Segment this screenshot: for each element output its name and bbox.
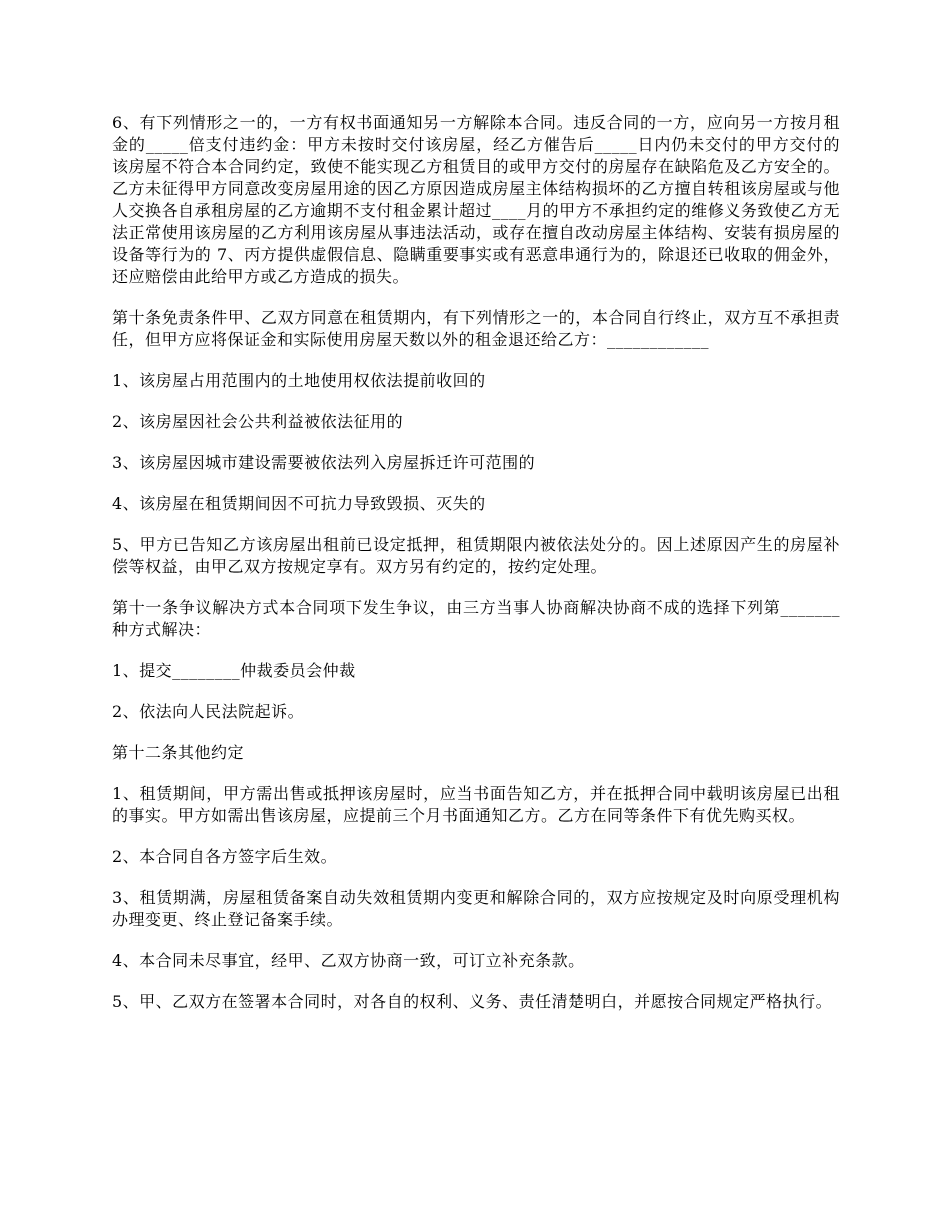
article-10-item-3: 3、该房屋因城市建设需要被依法列入房屋拆迁许可范围的 [112,453,536,472]
article-11-dispute: 第十一条争议解决方式本合同项下发生争议，由三方当事人协商解决协商不成的选择下列第_______种方式解决： [112,598,840,639]
article-10-item-4: 4、该房屋在租赁期间因不可抗力导致毁损、灭失的 [112,494,486,513]
clause-6-termination: 6、有下列情形之一的，一方有权书面通知另一方解除本合同。违反合同的一方，应向另一方按月租金的_____倍支付违约金：甲方未按时交付该房屋，经乙方催告后_____日内仍未交付的甲方交付的该房屋不符合本合同约定，致使不能实现乙方租赁目的或甲方交付的房屋存在缺陷危及乙方安全的。乙方未征得甲方同意改变房屋用途的因乙方原因造成房屋主体结构损坏的乙方擅自转租该房屋或与他人交换各自承租房屋的乙方逾期不支付租金累计超过____月的甲方不承担约定的维修义务致使乙方无法正常使用该房屋的乙方利用该房屋从事违法活动，或存在擅自改动房屋主体结构、安装有损房屋的设备等行为的 7、丙方提供虚假信息、隐瞒重要事实或有恶意串通行为的，除退还已收取的佣金外，还应赔偿由此给甲方或乙方造成的损失。 [112,113,840,286]
article-12-item-1: 1、租赁期间，甲方需出售或抵押该房屋时，应当书面告知乙方，并在抵押合同中载明该房屋已出租的事实。甲方如需出售该房屋，应提前三个月书面通知乙方。乙方在同等条件下有优先购买权。 [112,784,840,825]
article-10-item-5: 5、甲方已告知乙方该房屋出租前已设定抵押，租赁期限内被依法处分的。因上述原因产生的房屋补偿等权益，由甲乙双方按规定享有。双方另有约定的，按约定处理。 [112,535,840,576]
article-10-exemption: 第十条免责条件甲、乙双方同意在租赁期内，有下列情形之一的，本合同自行终止，双方互不承担责任，但甲方应将保证金和实际使用房屋天数以外的租金退还给乙方：____________ [112,308,840,349]
article-12-heading: 第十二条其他约定 [112,743,245,762]
article-10-item-2: 2、该房屋因社会公共利益被依法征用的 [112,412,404,431]
article-11-item-2: 2、依法向人民法院起诉。 [112,702,305,721]
article-11-item-1: 1、提交________仲裁委员会仲裁 [112,661,356,680]
article-12-item-3: 3、租赁期满，房屋租赁备案自动失效租赁期内变更和解除合同的，双方应按规定及时向原受理机构办理变更、终止登记备案手续。 [112,888,840,929]
article-12-item-2: 2、本合同自各方签字后生效。 [112,847,338,866]
article-10-item-1: 1、该房屋占用范围内的土地使用权依法提前收回的 [112,371,486,390]
article-12-item-4: 4、本合同未尽事宜，经甲、乙双方协商一致，可订立补充条款。 [112,951,585,970]
article-12-item-5: 5、甲、乙双方在签署本合同时，对各自的权利、义务、责任清楚明白，并愿按合同规定严格执行。 [112,992,833,1011]
document-page [112,112,840,1032]
